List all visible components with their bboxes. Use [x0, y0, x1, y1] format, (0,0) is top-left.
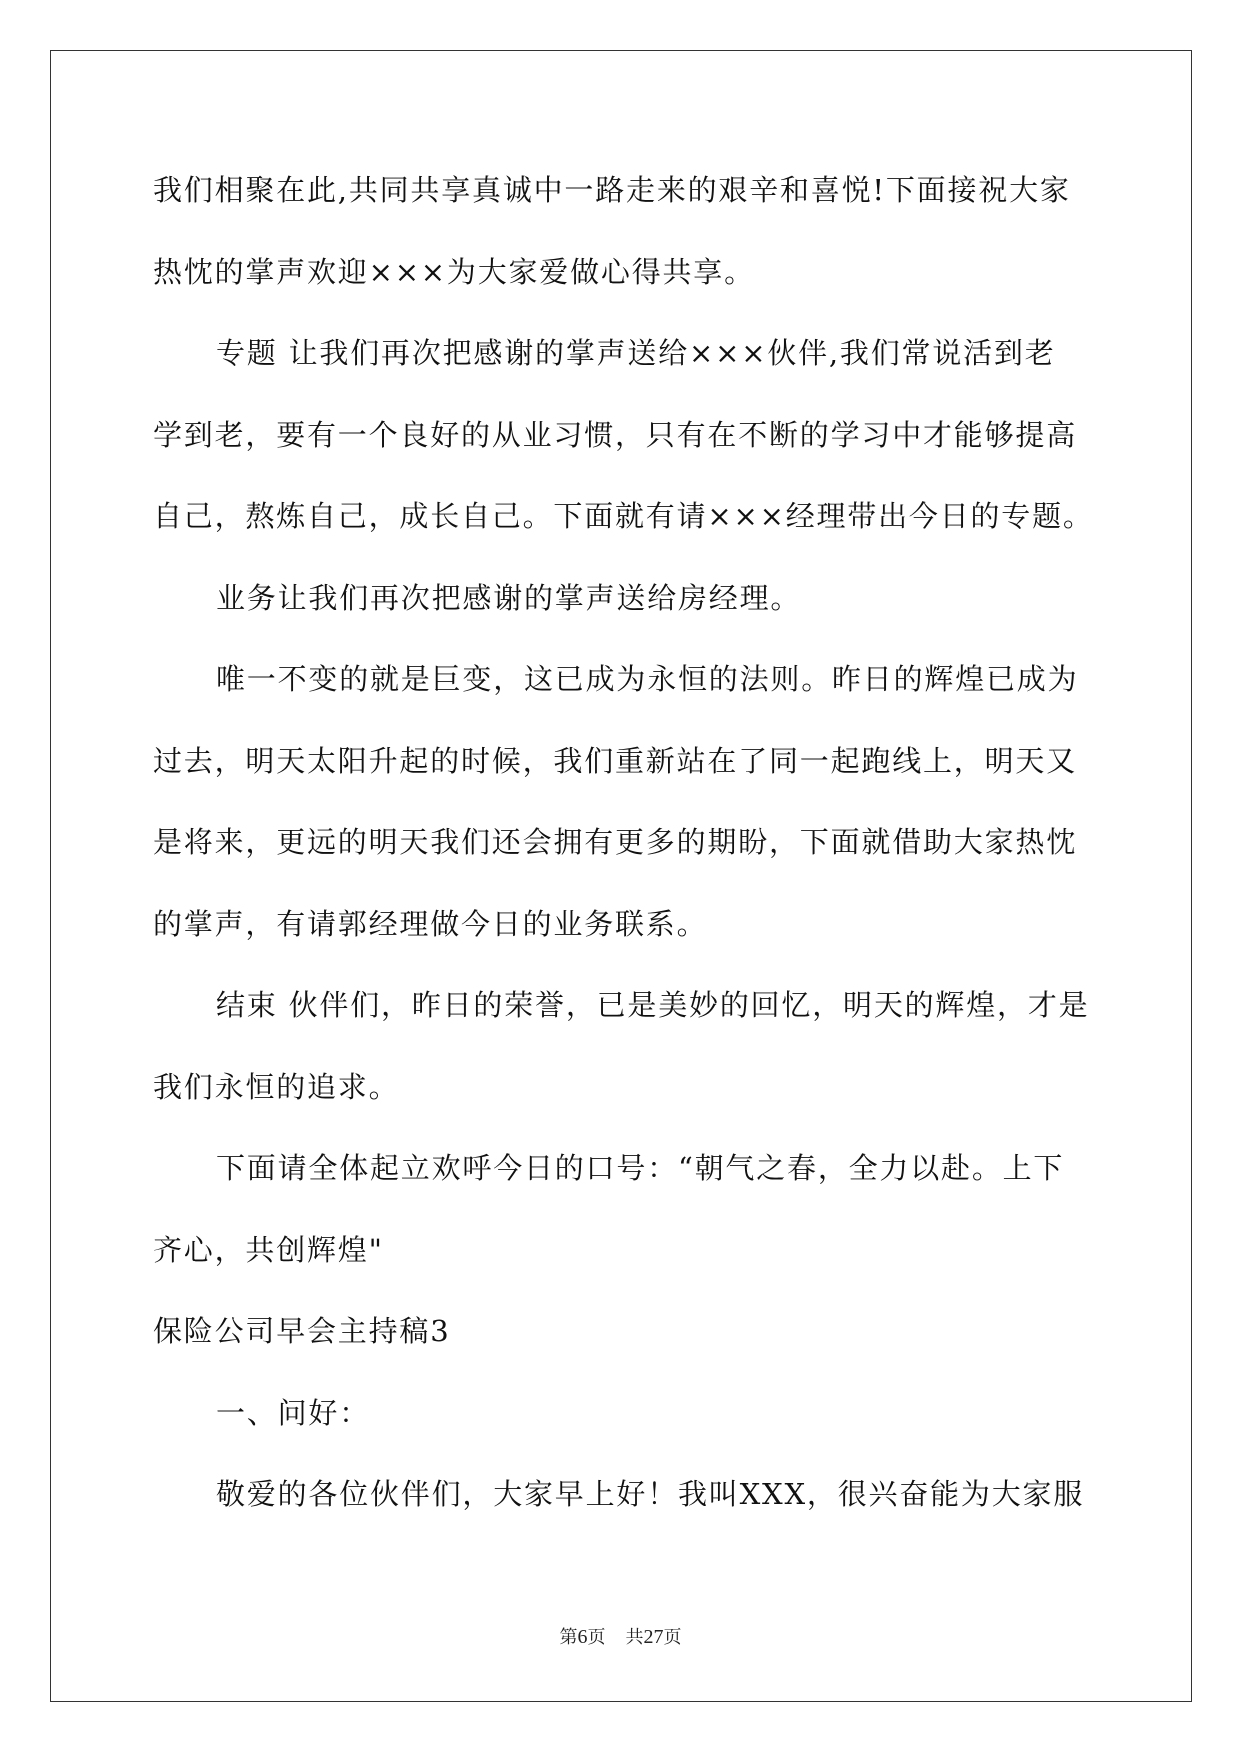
text-line: 专题 让我们再次把感谢的掌声送给×××伙伴,我们常说活到老	[216, 336, 1056, 370]
text-line: 一、问好：	[216, 1395, 371, 1430]
footer-prefix: 第	[559, 1627, 578, 1648]
text-line: 过去，明天太阳升起的时候，我们重新站在了同一起跑线上，明天又	[153, 743, 1078, 778]
text-line: 热忱的掌声欢迎×××为大家爱做心得共享。	[153, 254, 755, 289]
text-line: 的掌声，有请郭经理做今日的业务联系。	[153, 906, 708, 941]
text-line: 敬爱的各位伙伴们，大家早上好！我叫XXX，很兴奋能为大家服	[216, 1477, 1085, 1511]
text-line: 我们永恒的追求。	[153, 1069, 400, 1104]
text-line: 我们相聚在此,共同共享真诚中一路走来的艰辛和喜悦!下面接祝大家	[153, 173, 1071, 207]
footer-total-suffix: 页	[663, 1627, 682, 1648]
footer-total-pages: 27	[643, 1626, 664, 1648]
text-line: 下面请全体起立欢呼今日的口号：“朝气之春，全力以赴。上下	[216, 1151, 1065, 1185]
document-body	[153, 155, 1093, 1541]
text-line: 结束 伙伴们，昨日的荣誉，已是美妙的回忆，明天的辉煌，才是	[216, 988, 1090, 1022]
page-footer	[0, 1623, 1241, 1649]
text-line: 学到老，要有一个良好的从业习惯，只有在不断的学习中才能够提高	[153, 417, 1078, 452]
text-line: 齐心，共创辉煌"	[153, 1232, 384, 1267]
footer-page-number: 6	[577, 1626, 588, 1648]
text-line: 是将来，更远的明天我们还会拥有更多的期盼，下面就借助大家热忱	[153, 825, 1078, 859]
section-heading: 保险公司早会主持稿3	[153, 1314, 451, 1348]
footer-total-prefix: 共	[625, 1627, 644, 1648]
text-line: 业务让我们再次把感谢的掌声送给房经理。	[216, 580, 802, 615]
text-line: 唯一不变的就是巨变，这已成为永恒的法则。昨日的辉煌已成为	[216, 662, 1079, 696]
text-line: 自己，熬炼自己，成长自己。下面就有请×××经理带出今日的专题。	[153, 499, 1094, 533]
footer-page-suffix: 页	[587, 1627, 606, 1648]
